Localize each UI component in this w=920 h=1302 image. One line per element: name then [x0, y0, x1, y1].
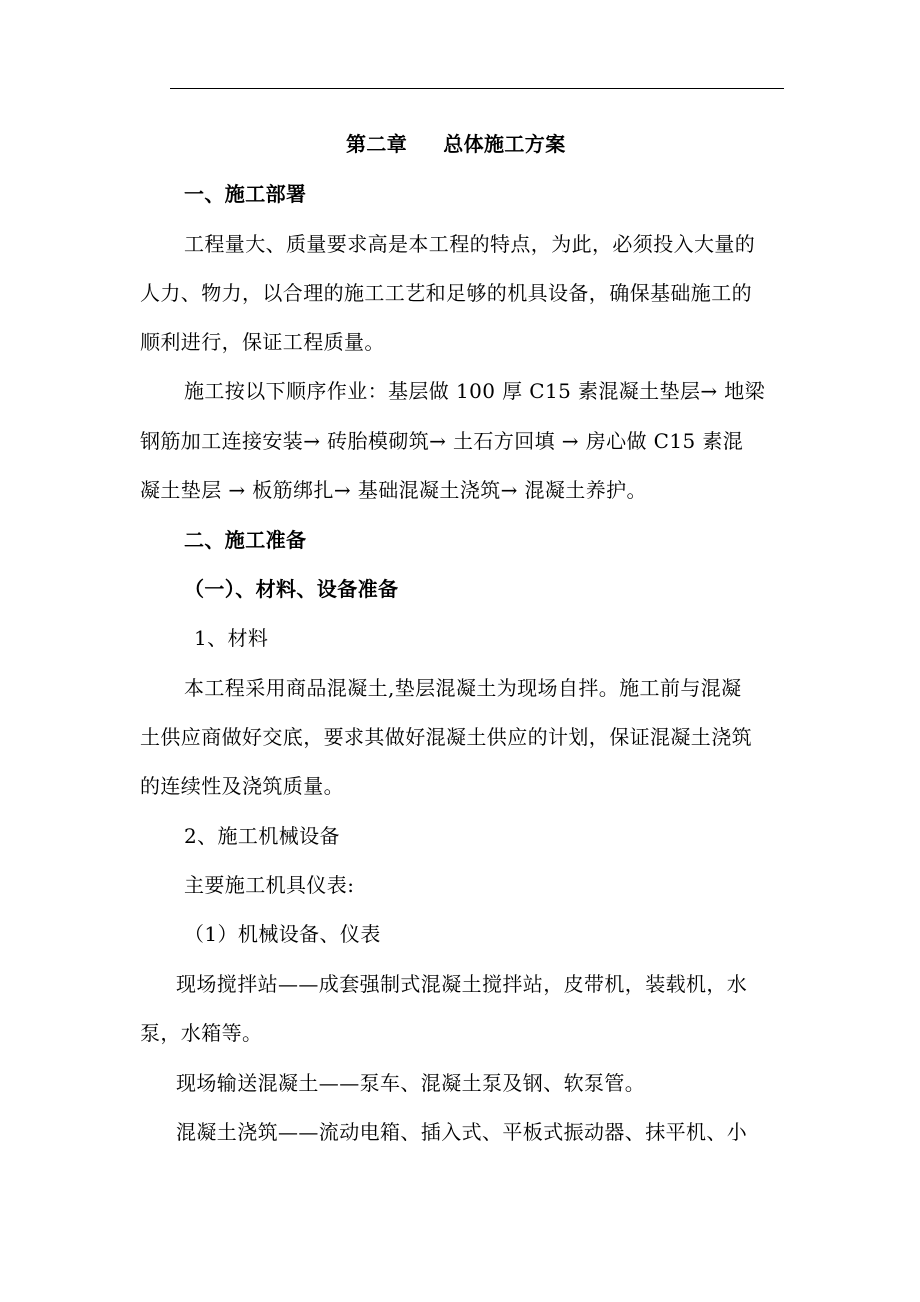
paragraph-line: 的连续性及浇筑质量。: [140, 774, 344, 798]
paragraph-line: 顺利进行，保证工程质量。: [140, 330, 385, 354]
item-heading-machinery: 2、施工机械设备: [184, 824, 340, 848]
paragraph-line: 现场搅拌站——成套强制式混凝土搅拌站，皮带机，装载机，水: [176, 972, 748, 996]
paragraph-line: 混凝土浇筑——流动电箱、插入式、平板式振动器、抹平机、小: [176, 1120, 748, 1144]
item-heading-materials: 1、材料: [194, 626, 269, 650]
paragraph-line: 泵，水箱等。: [140, 1021, 263, 1045]
chapter-title: [346, 131, 566, 157]
item-heading-equipment-instruments: （1）机械设备、仪表: [184, 922, 381, 946]
paragraph-line: 土供应商做好交底，要求其做好混凝土供应的计划，保证混凝土浇筑: [140, 725, 752, 749]
paragraph-line: 钢筋加工连接安装→ 砖胎模砌筑→ 土石方回填 → 房心做 C15 素混: [140, 429, 744, 453]
paragraph-line: 人力、物力，以合理的施工工艺和足够的机具设备，确保基础施工的: [140, 281, 752, 305]
paragraph-line: 凝土垫层 → 板筋绑扎→ 基础混凝土浇筑→ 混凝土养护。: [140, 478, 647, 502]
chapter-number: 第二章: [346, 132, 408, 156]
header-rule: [170, 88, 784, 89]
subsection-heading-materials-equipment: （一）、材料、设备准备: [184, 577, 399, 601]
section-heading-preparation: 二、施工准备: [184, 528, 307, 552]
paragraph-line: 现场输送混凝土——泵车、混凝土泵及钢、软泵管。: [176, 1071, 646, 1095]
chapter-name: 总体施工方案: [443, 132, 566, 156]
paragraph-line: 工程量大、质量要求高是本工程的特点，为此，必须投入大量的: [184, 232, 756, 256]
section-heading-deployment: 一、施工部署: [184, 182, 307, 206]
paragraph-line: 本工程采用商品混凝土,垫层混凝土为现场自拌。施工前与混凝: [184, 676, 742, 700]
paragraph-line: 施工按以下顺序作业：基层做 100 厚 C15 素混凝土垫层→ 地梁: [184, 379, 766, 403]
paragraph-line: 主要施工机具仪表:: [184, 873, 355, 897]
